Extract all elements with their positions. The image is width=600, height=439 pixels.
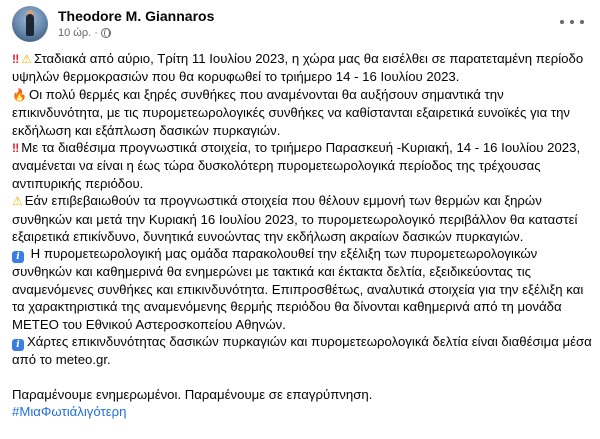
fire-icon: 🔥	[12, 87, 27, 102]
post-paragraph	[12, 86, 592, 139]
dot	[570, 20, 574, 24]
double-exclamation-icon: ‼	[12, 141, 20, 156]
dot	[580, 20, 584, 24]
paragraph-text: Εάν επιβεβαιωθούν τα προγνωστικά στοιχεία που θέλουν εμμονή των θερμών και ξηρών συνθηκών και μετά την Κυριακή 16 Ιουλίου 2023, το πυρομετεωρολογικό περιβάλλον θα καταστεί εξαιρετικά επικίνδυνο, δυνητικά ευνοώντας την εκδήλωση ακραίων δασικών πυρκαγιών.	[12, 193, 578, 245]
warning-icon: ⚠	[21, 52, 33, 66]
paragraph-text: Σταδιακά από αύριο, Τρίτη 11 Ιουλίου 2023, η χώρα μας θα εισέλθει σε παρατεταμένη περίοδο υψηλών θερμοκρασιών που θα κορυφωθεί το τριήμερο 14 - 16 Ιουλίου 2023.	[12, 51, 584, 85]
warning-icon: ⚠	[12, 194, 23, 209]
meta-separator: ·	[94, 27, 98, 39]
more-options-icon[interactable]	[560, 12, 584, 32]
post-paragraph	[12, 139, 592, 192]
paragraph-text: Χάρτες επικινδυνότητας δασικών πυρκαγιών και πυρομετεωρολογικά δελτία είναι διαθέσιμα μέσα από το meteo.gr.	[12, 334, 592, 368]
globe-icon	[101, 28, 111, 38]
paragraph-text: Με τα διαθέσιμα προγνωστικά στοιχεία, το τριήμερο Παρασκευή -Κυριακή, 14 - 16 Ιουλίου 2023, αναμένεται να είναι η έως τώρα δυσκολότερη πυρομετεωρολογικά περίοδος της τρέχουσας αντιπυρικής περιόδου.	[12, 140, 581, 191]
author-avatar[interactable]	[12, 6, 48, 42]
post-header	[12, 4, 588, 44]
post-paragraph	[12, 192, 592, 245]
info-icon: i	[12, 251, 24, 263]
double-exclamation-icon: ‼	[12, 52, 20, 66]
paragraph-text: Οι πολύ θερμές και ξηρές συνθήκες που αναμένονται θα αυξήσουν σημαντικά την επικινδυνότητα, με τις πυρομετεωρολογικές συνθήκες να καθίστανται εξαιρετικά ευνοϊκές για την εκδήλωση και εξάπλωση δασικών πυρκαγιών.	[12, 86, 571, 138]
avatar-figure	[26, 14, 34, 36]
author-name[interactable]: Theodore M. Giannaros	[58, 8, 215, 24]
info-icon: i	[12, 339, 24, 351]
post-paragraph	[12, 245, 592, 333]
post-meta	[58, 27, 111, 39]
hashtag-link[interactable]: #ΜιαΦωτιάλιγότερη	[12, 404, 127, 420]
post-paragraph	[12, 50, 592, 86]
post-paragraph	[12, 333, 592, 368]
dot	[560, 20, 564, 24]
closing-line: Παραμένουμε ενημερωμένοι. Παραμένουμε σε επαγρύπνηση.	[12, 386, 373, 402]
post-timestamp[interactable]: 10 ώρ.	[58, 27, 92, 39]
paragraph-gap	[12, 369, 592, 386]
paragraph-text: Η πυρομετεωρολογική μας ομάδα παρακολουθεί την εξέλιξη των πυρομετεωρολογικών συνθηκών και καθημερινά θα ενημερώνει με τακτικά και έκτακτα δελτία, εξειδικεύοντας τις αναμενόμενες συνθήκες και επικινδυνότητα. Επιπροσθέτως, αναλυτικά στοιχεία για την εξέλιξη και τα χαρακτηριστικά της αναμενόμενης θερμής περιόδου θα δίνονται καθημερινά από τη μονάδα ΜΕΤΕΟ του Εθνικού Αστεροσκοπείου Αθηνών.	[12, 246, 584, 332]
post-body	[12, 50, 592, 421]
